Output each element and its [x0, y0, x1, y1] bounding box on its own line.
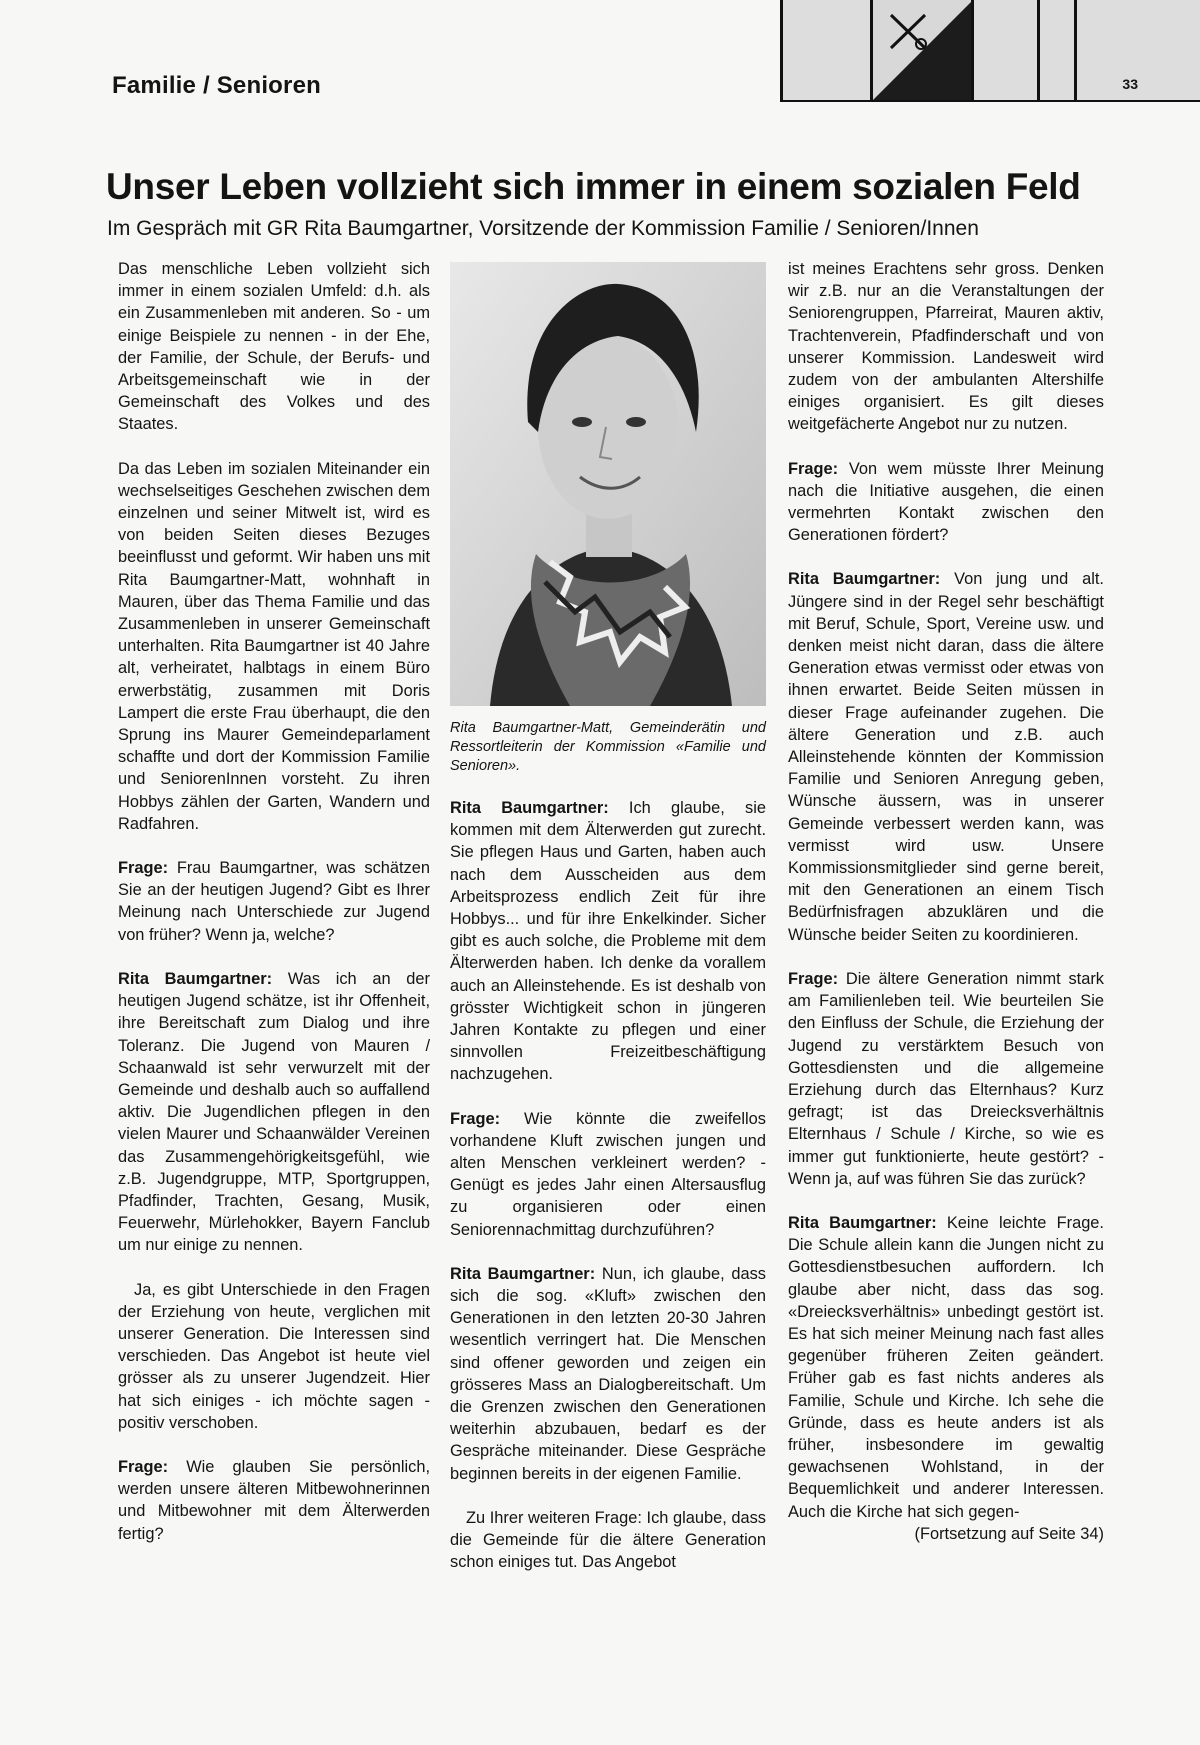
answer-paragraph: Rita Baumgartner: Ich glaube, sie kommen mit dem Älterwerden gut zurecht. Sie pflegen Haus und Garten, haben auch nach dem Ausscheiden aus dem Arbeitsprozess endlich Zeit für ihre Hobbys... und für ihre Enkelkinder. Sicher gibt es auch solche, die Probleme mit dem Älterwerden haben. Ich denke da vorallem auch an Alleinstehende. Es ist deshalb von grösster Wichtigkeit schon in jüngeren Jahren Kontakte zu pflegen und einer sinnvollen Freizeitbeschäftigung nachzugehen. [450, 799, 766, 1084]
section-tab-active [870, 0, 970, 100]
paragraph: ist meines Erachtens sehr gross. Denken wir z.B. nur an die Veranstaltungen der Seniorengruppen, Pfarreirat, Mauren aktiv, Trachtenverein, Pfadfinderschaft und von unserer Kommission. Landesweit wird zudem von der ambulanten Altershilfe einiges organisiert. Es gilt dieses weitgefächerte Angebot nur zu nutzen. [788, 260, 1104, 434]
answer-paragraph: Rita Baumgartner: Was ich an der heutigen Jugend schätze, ist ihr Offenheit, ihre Bereitschaft zum Dialog und ihre Toleranz. Die Jugend von Mauren / Schaanwald ist sehr verwurzelt mit der Gemeinde und deshalb auch so auffallend aktiv. Die Jugendlichen pflegen in den vielen Maurer und Schaanwälder Vereinen das Zusammengehörigkeitsgefühl, wie z.B. Jugendgruppe, MTP, Sportgruppen, Pfadfinder, Trachten, Gesang, Musik, Feuerwehr, Mürlehokker, Bayern Fanclub um nur einige zu nennen. [118, 969, 430, 1255]
section-label: Familie / Senioren [112, 72, 321, 99]
section-tab [1037, 0, 1074, 100]
column-left [118, 258, 430, 1567]
section-tab [780, 0, 870, 100]
article-subheadline: Im Gespräch mit GR Rita Baumgartner, Vorsitzende der Kommission Familie / Senioren/Innen [107, 217, 979, 240]
column-right [788, 258, 1104, 1545]
paragraph: Da das Leben im sozialen Miteinander ein wechselseitiges Geschehen zwischen dem einzelnen und seiner Mitwelt ist, wird es von beiden Seiten dieses Bezuges beeinflusst und geformt. Wir haben uns mit Rita Baumgartner-Matt, wohnhaft in Mauren, über das Thema Familie und das Zusammenleben in unserer Gemeinschaft unterhalten. Rita Baumgartner ist 40 Jahre alt, verheiratet, halbtags in einem Büro erwerbstätig, zusammen mit Doris Lampert die erste Frau überhaupt, die den Sprung ins Maurer Gemeindeparlament schaffte und dort der Kommission Familie und SeniorenInnen vorsteht. Zu ihren Hobbys zählen der Garten, Wandern und Radfahren. [118, 459, 430, 833]
question-paragraph: Frage: Die ältere Generation nimmt stark am Familienleben teil. Wie beurteilen Sie den Einfluss der Schule, die Erziehung der Jugend zu verstärktem Besuch von Gottesdiensten und die allgemeine Erziehung durch das Elternhaus? Kurz gefragt; ist das Dreiecksverhältnis Elternhaus / Schule / Kirche, so wie es immer gut funktionierte, heute gestört? - Wenn ja, auf was führen Sie das zurück? [788, 969, 1104, 1188]
column-middle [450, 797, 766, 1596]
section-tab [971, 0, 1037, 100]
portrait-photo [450, 262, 766, 706]
question-paragraph: Frage: Von wem müsste Ihrer Meinung nach die Initiative ausgehen, die einen vermehrten Kontakt zwischen den Generationen fördert? [788, 459, 1104, 545]
article-headline: Unser Leben vollzieht sich immer in einem sozialen Feld [106, 166, 1081, 207]
answer-paragraph: Rita Baumgartner: Keine leichte Frage. Die Schule allein kann die Jungen nicht zu Gottesdienstbesuchen auffordern. Ich glaube aber nicht, dass das sog. «Dreiecksverhältnis» unbedingt gestört ist. Es hat sich meiner Meinung nach fast alles gegenüber früheren Zeiten geändert. Früher gab es fast nichts anderes als Familie, Schule und Kirche. Ich sehe die Gründe, dass es heute anders ist als früher, insbesondere im gewaltig gewachsenen Wohlstand, in der Bequemlichkeit und anderer Interessen. Auch die Kirche hat sich gegen- [788, 1213, 1104, 1521]
paragraph: Ja, es gibt Unterschiede in den Fragen der Erziehung von heute, verglichen mit unserer Generation. Die Interessen sind verschieden. Das Angebot ist heute viel grösser als zu unserer Jugendzeit. Hier hat sich einiges - ich möchte sagen - positiv verschoben. [118, 1280, 430, 1432]
page-number: 33 [1122, 76, 1138, 92]
paragraph: Das menschliche Leben vollzieht sich immer in einem sozialen Umfeld: d.h. als ein Zusammenleben mit anderen. So - um einige Beispiele zu nennen - in der Ehe, der Familie, der Schule, der Berufs- und Arbeitsgemeinschaft wie in der Gemeinschaft des Volkes und des Staates. [118, 260, 430, 434]
question-paragraph: Frage: Wie könnte die zweifellos vorhandene Kluft zwischen jungen und alten Menschen verkleinert werden? - Genügt es jedes Jahr einen Altersausflug zu organisieren oder einen Seniorennachmittag durchzuführen? [450, 1109, 766, 1239]
photo-caption: Rita Baumgartner-Matt, Gemeinderätin und Ressortleiterin der Kommission «Familie und Senioren». [450, 720, 766, 774]
continuation-note: (Fortsetzung auf Seite 34) [914, 1524, 1104, 1543]
answer-paragraph: Rita Baumgartner: Nun, ich glaube, dass sich die sog. «Kluft» zwischen den Generationen in den letzten 20-30 Jahren wesentlich verringert hat. Die Menschen sind offener geworden und zeigen ein grösseres Mass an Dialogbereitschaft. Um die Grenzen zwischen den Generationen weiterhin abzubauen, bedarf es der Gespräche miteinander. Diese Gespräche beginnen bereits in der eigenen Familie. [450, 1264, 766, 1483]
question-paragraph: Frage: Wie glauben Sie persönlich, werden unsere älteren Mitbewohnerinnen und Mitbewohner mit dem Älterwerden fertig? [118, 1457, 430, 1543]
answer-paragraph: Rita Baumgartner: Von jung und alt. Jüngere sind in der Regel sehr beschäftigt mit Beruf, Schule, Sport, Vereine usw. und denken meist nicht daran, dass die ältere Generation etwas vermisst oder etwas von ihnen erwartet. Beide Seiten müssen in dieser Frage aufeinander zugehen. Die ältere Generation und z.B. auch Alleinstehende könnten der Kommission Familie und Senioren Anregung geben, Wünsche äussern, was in unserer Gemeinde verbessert werden kann, was vermisst wird usw. Unsere Kommissionsmitglieder sind gerne bereit, mit den Generationen an einem Tisch Bedürfnisfragen abzuklären und die Wünsche beider Seiten zu koordinieren. [788, 570, 1104, 944]
question-paragraph: Frage: Frau Baumgartner, was schätzen Sie an der heutigen Jugend? Gibt es Ihrer Meinung nach Unterschiede zur Jugend von früher? Wenn ja, welche? [118, 859, 430, 944]
paragraph: Zu Ihrer weiteren Frage: Ich glaube, dass die Gemeinde für die ältere Generation schon einiges tut. Das Angebot [450, 1508, 766, 1572]
tools-emblem-icon [873, 0, 970, 100]
